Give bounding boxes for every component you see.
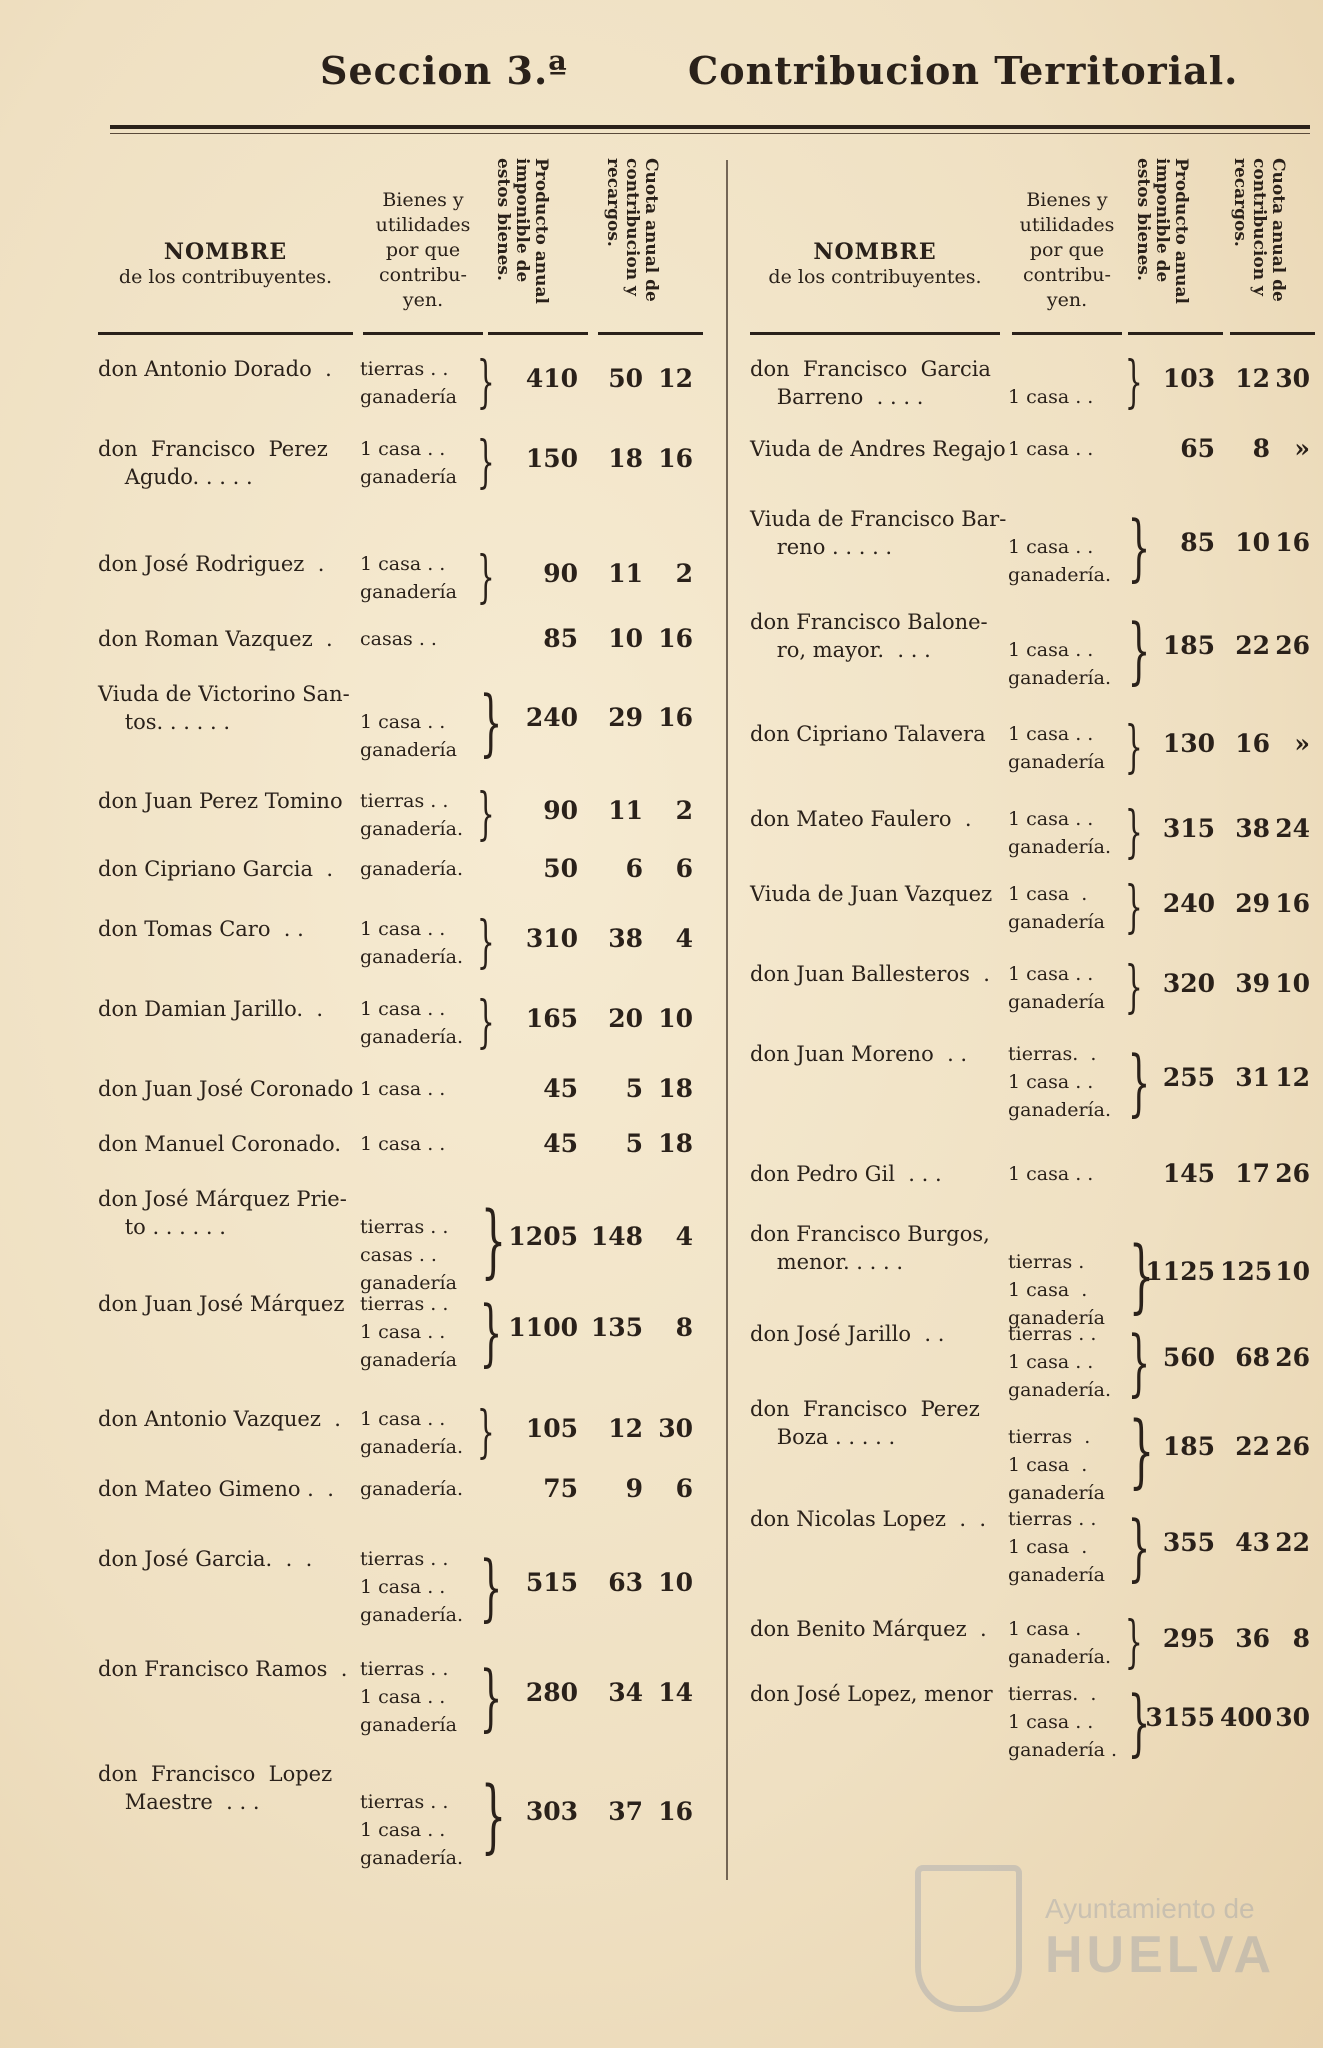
- producto-value: 240: [1162, 889, 1215, 918]
- producto-value: 103: [1162, 364, 1215, 393]
- goods-list: 1 casa . .: [1008, 438, 1094, 460]
- brace-mark: }: [476, 910, 495, 975]
- producto-value: 240: [525, 703, 578, 732]
- goods-list: 1 casa . . ganadería.: [1008, 639, 1111, 689]
- goods-list: tierras . 1 casa . ganadería: [1008, 1426, 1105, 1504]
- cuota-fraction: 16: [1275, 528, 1310, 557]
- contributor-name: Viuda de Andres Regajo: [750, 437, 1006, 461]
- cuota-fraction: 26: [1275, 1159, 1310, 1188]
- cuota-fraction: 4: [675, 924, 693, 953]
- contributor-name: don Francisco Burgos, menor. . . . .: [750, 1222, 990, 1274]
- cuota-escudos: 38: [1235, 814, 1270, 843]
- contributor-name: don Francisco Lopez Maestre . . .: [98, 1762, 333, 1814]
- cuota-fraction: 30: [658, 1414, 693, 1443]
- brace-mark: }: [476, 782, 495, 847]
- header-nombre-right: [750, 150, 1000, 335]
- cuota-fraction: 16: [658, 444, 693, 473]
- cuota-escudos: 9: [625, 1474, 643, 1503]
- contributor-name: don Benito Márquez .: [750, 1617, 987, 1641]
- contributor-name: don Francisco Perez Boza . . . . .: [750, 1397, 980, 1449]
- contributor-name: don Antonio Vazquez .: [98, 1407, 341, 1431]
- cuota-fraction: 18: [658, 1129, 693, 1158]
- header-rule-thin: [110, 133, 1310, 134]
- cuota-fraction: 8: [1292, 1624, 1310, 1653]
- cuota-escudos: 12: [608, 1414, 643, 1443]
- cuota-escudos: 5: [625, 1129, 643, 1158]
- contributor-name: don José Rodriguez .: [98, 552, 325, 576]
- contributor-name: don Juan José Coronado: [98, 1077, 354, 1101]
- goods-list: tierras . . ganadería: [360, 358, 457, 408]
- goods-list: casas . .: [360, 628, 437, 650]
- brace-mark: }: [1127, 608, 1151, 692]
- brace-mark: }: [479, 1545, 503, 1629]
- brace-mark: }: [1127, 1320, 1151, 1404]
- header-bienes-text-right: Bienes y utilidades por que contribu- yen.: [1019, 189, 1115, 311]
- cuota-escudos: 22: [1235, 1432, 1270, 1461]
- producto-value: 105: [525, 1414, 578, 1443]
- header-producto-right: [1128, 150, 1223, 335]
- cuota-escudos: 31: [1235, 1063, 1270, 1092]
- contributor-name: don Francisco Balone- ro, mayor. . . .: [750, 610, 988, 662]
- producto-value: 150: [525, 444, 578, 473]
- producto-value: 165: [525, 1004, 578, 1033]
- cuota-escudos: 18: [608, 444, 643, 473]
- goods-list: tierras. . 1 casa . . ganadería.: [1008, 1043, 1111, 1121]
- producto-value: 1100: [508, 1313, 578, 1342]
- brace-mark: }: [476, 545, 495, 610]
- cuota-fraction: 14: [658, 1678, 693, 1707]
- cuota-escudos: 10: [1235, 528, 1270, 557]
- producto-value: 560: [1162, 1343, 1215, 1372]
- cuota-fraction: 2: [675, 559, 693, 588]
- cuota-escudos: 6: [625, 854, 643, 883]
- contributor-name: Viuda de Juan Vazquez: [750, 882, 993, 906]
- cuota-escudos: 22: [1235, 631, 1270, 660]
- producto-value: 50: [543, 854, 578, 883]
- producto-value: 185: [1162, 631, 1215, 660]
- cuota-fraction: »: [1294, 434, 1310, 463]
- contributor-name: don Manuel Coronado.: [98, 1132, 342, 1156]
- brace-mark: }: [1124, 800, 1143, 865]
- contributor-name: don Francisco Perez Agudo. . . . .: [98, 437, 328, 489]
- goods-list: 1 casa . . ganadería.: [1008, 536, 1111, 586]
- cuota-fraction: 8: [675, 1313, 693, 1342]
- producto-value: 185: [1162, 1432, 1215, 1461]
- producto-value: 45: [543, 1074, 578, 1103]
- goods-list: 1 casa . . ganadería.: [360, 998, 463, 1048]
- cuota-fraction: 22: [1275, 1528, 1310, 1557]
- cuota-fraction: 6: [675, 1474, 693, 1503]
- brace-mark: }: [1127, 1680, 1151, 1764]
- contributor-name: don Francisco Ramos .: [98, 1657, 348, 1681]
- goods-list: 1 casa . . ganadería: [360, 438, 457, 488]
- producto-value: 255: [1162, 1063, 1215, 1092]
- brace-mark: }: [1124, 1610, 1143, 1675]
- header-nombre-sub: de los contribuyentes.: [118, 266, 333, 288]
- goods-list: 1 casa . . ganadería.: [1008, 808, 1111, 858]
- cuota-escudos: 38: [608, 924, 643, 953]
- header-nombre-sub-right: de los contribuyentes.: [768, 266, 982, 288]
- goods-list: 1 casa . ganadería.: [1008, 1618, 1111, 1668]
- cuota-fraction: 10: [658, 1568, 693, 1597]
- column-divider: [726, 160, 728, 1880]
- producto-value: 410: [525, 364, 578, 393]
- goods-list: tierras . . casas . . ganadería: [360, 1216, 457, 1294]
- header-bienes: [363, 150, 483, 335]
- cuota-escudos: 29: [1235, 889, 1270, 918]
- brace-mark: }: [1128, 1229, 1155, 1322]
- contributor-name: don Juan Moreno . .: [750, 1042, 968, 1066]
- cuota-fraction: 16: [658, 624, 693, 653]
- contributor-name: don Mateo Faulero .: [750, 807, 972, 831]
- header-cuota-right: [1230, 150, 1315, 335]
- goods-list: tierras . . 1 casa . . ganadería.: [360, 1791, 463, 1869]
- contributor-name: Viuda de Victorino San- tos. . . . . .: [98, 682, 350, 734]
- goods-list: 1 casa . . ganadería.: [360, 918, 463, 968]
- brace-mark: }: [479, 1290, 503, 1374]
- producto-value: 1125: [1145, 1257, 1215, 1286]
- goods-list: tierras . . 1 casa . . ganadería.: [360, 1548, 463, 1626]
- cuota-fraction: 26: [1275, 1343, 1310, 1372]
- brace-mark: }: [480, 1769, 507, 1862]
- goods-list: tierras . . 1 casa . . ganadería: [360, 1658, 457, 1736]
- cuota-escudos: 11: [608, 559, 643, 588]
- page-title: Contribucion Territorial.: [688, 48, 1239, 93]
- cuota-fraction: 6: [675, 854, 693, 883]
- contributor-name: don Juan José Márquez: [98, 1292, 345, 1316]
- producto-value: 65: [1180, 434, 1215, 463]
- watermark-line1: Ayuntamiento de: [1045, 1893, 1255, 1924]
- goods-list: 1 casa . ganadería: [1008, 883, 1105, 933]
- brace-mark: }: [1124, 715, 1143, 780]
- contributor-name: don Pedro Gil . . .: [750, 1162, 942, 1186]
- header-producto-text-right: Producto anual imponible de estos bienes.: [1133, 158, 1191, 304]
- producto-value: 320: [1162, 969, 1215, 998]
- goods-list: tierras . . ganadería.: [360, 790, 463, 840]
- contributor-name: don Francisco Garcia Barreno . . . .: [750, 357, 991, 409]
- brace-mark: }: [1124, 875, 1143, 940]
- brace-mark: }: [1127, 505, 1151, 589]
- producto-value: 90: [543, 559, 578, 588]
- producto-value: 310: [525, 924, 578, 953]
- contributor-name: don Mateo Gimeno . .: [98, 1477, 334, 1501]
- producto-value: 3155: [1145, 1703, 1215, 1732]
- contributor-name: don José Lopez, menor: [750, 1682, 993, 1706]
- cuota-escudos: 34: [608, 1678, 643, 1707]
- goods-list: 1 casa . .: [360, 1133, 446, 1155]
- producto-value: 130: [1162, 729, 1215, 758]
- brace-mark: }: [476, 350, 495, 415]
- contributor-name: don Juan Ballesteros .: [750, 962, 990, 986]
- cuota-fraction: 4: [675, 1222, 693, 1251]
- cuota-fraction: 18: [658, 1074, 693, 1103]
- cuota-escudos: 37: [608, 1797, 643, 1826]
- goods-list: 1 casa . .: [1008, 386, 1094, 408]
- producto-value: 355: [1162, 1528, 1215, 1557]
- cuota-escudos: 125: [1220, 1257, 1273, 1286]
- producto-value: 280: [525, 1678, 578, 1707]
- contributor-name: Viuda de Francisco Bar- reno . . . . .: [750, 507, 1007, 559]
- cuota-fraction: 30: [1275, 364, 1310, 393]
- watermark-logo: [905, 1855, 1285, 2025]
- cuota-escudos: 39: [1235, 969, 1270, 998]
- cuota-escudos: 68: [1235, 1343, 1270, 1372]
- cuota-fraction: 16: [1275, 889, 1310, 918]
- cuota-escudos: 16: [1235, 729, 1270, 758]
- cuota-escudos: 5: [625, 1074, 643, 1103]
- brace-mark: }: [476, 990, 495, 1055]
- cuota-escudos: 63: [608, 1568, 643, 1597]
- contributor-name: don Antonio Dorado .: [98, 357, 332, 381]
- header-bienes-right: [1012, 150, 1122, 335]
- brace-mark: }: [476, 430, 495, 495]
- cuota-fraction: 12: [658, 364, 693, 393]
- cuota-fraction: 10: [658, 1004, 693, 1033]
- cuota-fraction: 12: [1275, 1063, 1310, 1092]
- producto-value: 303: [525, 1797, 578, 1826]
- goods-list: tierras. . 1 casa . . ganadería .: [1008, 1683, 1118, 1761]
- header-cuota-text: Cuota anual de contribucion y recargos.: [603, 158, 661, 302]
- goods-list: ganadería.: [360, 858, 463, 880]
- brace-mark: }: [479, 1655, 503, 1739]
- producto-value: 515: [525, 1568, 578, 1597]
- cuota-fraction: 10: [1275, 1257, 1310, 1286]
- goods-list: tierras . . 1 casa . . ganadería: [360, 1293, 457, 1371]
- goods-list: 1 casa . .: [1008, 1163, 1094, 1185]
- cuota-escudos: 148: [590, 1222, 643, 1251]
- cuota-escudos: 17: [1235, 1159, 1270, 1188]
- cuota-fraction: 24: [1275, 814, 1310, 843]
- section-heading: Seccion 3.ª: [320, 48, 568, 93]
- goods-list: 1 casa . . ganadería: [360, 553, 457, 603]
- brace-mark: }: [1124, 350, 1143, 415]
- header-nombre-title: NOMBRE: [163, 239, 288, 265]
- cuota-fraction: »: [1294, 729, 1310, 758]
- producto-value: 45: [543, 1129, 578, 1158]
- cuota-escudos: 10: [608, 624, 643, 653]
- shield-icon: [915, 1865, 1022, 2012]
- cuota-escudos: 8: [1252, 434, 1270, 463]
- goods-list: 1 casa . . ganadería: [1008, 723, 1105, 773]
- producto-value: 90: [543, 796, 578, 825]
- goods-list: 1 casa . . ganadería.: [360, 1408, 463, 1458]
- producto-value: 295: [1162, 1624, 1215, 1653]
- cuota-fraction: 26: [1275, 1432, 1310, 1461]
- goods-list: 1 casa . . ganadería: [360, 711, 457, 761]
- cuota-fraction: 10: [1275, 969, 1310, 998]
- brace-mark: }: [476, 1400, 495, 1465]
- goods-list: 1 casa . .: [360, 1078, 446, 1100]
- producto-value: 315: [1162, 814, 1215, 843]
- goods-list: tierras . 1 casa . ganadería: [1008, 1251, 1105, 1329]
- cuota-fraction: 30: [1275, 1703, 1310, 1732]
- producto-value: 85: [543, 624, 578, 653]
- brace-mark: }: [1124, 955, 1143, 1020]
- brace-mark: }: [480, 1194, 507, 1287]
- producto-value: 75: [543, 1474, 578, 1503]
- cuota-escudos: 50: [608, 364, 643, 393]
- cuota-escudos: 36: [1235, 1624, 1270, 1653]
- contributor-name: don José Garcia. . .: [98, 1547, 313, 1571]
- cuota-escudos: 135: [590, 1313, 643, 1342]
- cuota-escudos: 400: [1220, 1703, 1273, 1732]
- cuota-escudos: 12: [1235, 364, 1270, 393]
- cuota-escudos: 43: [1235, 1528, 1270, 1557]
- contributor-name: don Tomas Caro . .: [98, 917, 304, 941]
- cuota-escudos: 20: [608, 1004, 643, 1033]
- producto-value: 85: [1180, 528, 1215, 557]
- contributor-name: don José Márquez Prie- to . . . . . .: [98, 1187, 347, 1239]
- contributor-name: don Damian Jarillo. .: [98, 997, 324, 1021]
- contributor-name: don Cipriano Garcia .: [98, 857, 333, 881]
- contributor-name: don Nicolas Lopez . .: [750, 1507, 987, 1531]
- brace-mark: }: [1128, 1404, 1155, 1497]
- contributor-name: don Juan Perez Tomino: [98, 789, 343, 813]
- goods-list: tierras . . 1 casa . ganadería: [1008, 1508, 1105, 1586]
- goods-list: 1 casa . . ganadería: [1008, 963, 1105, 1013]
- header-nombre: [98, 150, 353, 335]
- header-cuota-text-right: Cuota anual de contribucion y recargos.: [1230, 158, 1288, 302]
- header-rule: [110, 125, 1310, 129]
- contributor-name: don José Jarillo . .: [750, 1322, 945, 1346]
- goods-list: ganadería.: [360, 1478, 463, 1500]
- cuota-fraction: 16: [658, 1797, 693, 1826]
- brace-mark: }: [479, 680, 503, 764]
- header-cuota: [598, 150, 703, 335]
- watermark-line2: HUELVA: [1045, 1926, 1276, 1984]
- brace-mark: }: [1127, 1505, 1151, 1589]
- contributor-name: don Roman Vazquez .: [98, 627, 333, 651]
- brace-mark: }: [1127, 1040, 1151, 1124]
- cuota-fraction: 26: [1275, 631, 1310, 660]
- cuota-escudos: 11: [608, 796, 643, 825]
- cuota-fraction: 2: [675, 796, 693, 825]
- contributor-name: don Cipriano Talavera: [750, 722, 986, 746]
- producto-value: 145: [1162, 1159, 1215, 1188]
- producto-value: 1205: [508, 1222, 578, 1251]
- header-bienes-text: Bienes y utilidades por que contribu- yen.: [375, 189, 471, 311]
- header-nombre-title-right: NOMBRE: [813, 239, 937, 265]
- header-producto: [488, 150, 588, 335]
- cuota-escudos: 29: [608, 703, 643, 732]
- cuota-fraction: 16: [658, 703, 693, 732]
- goods-list: tierras . . 1 casa . . ganadería.: [1008, 1323, 1111, 1401]
- header-producto-text: Producto anual imponible de estos bienes.: [493, 158, 551, 304]
